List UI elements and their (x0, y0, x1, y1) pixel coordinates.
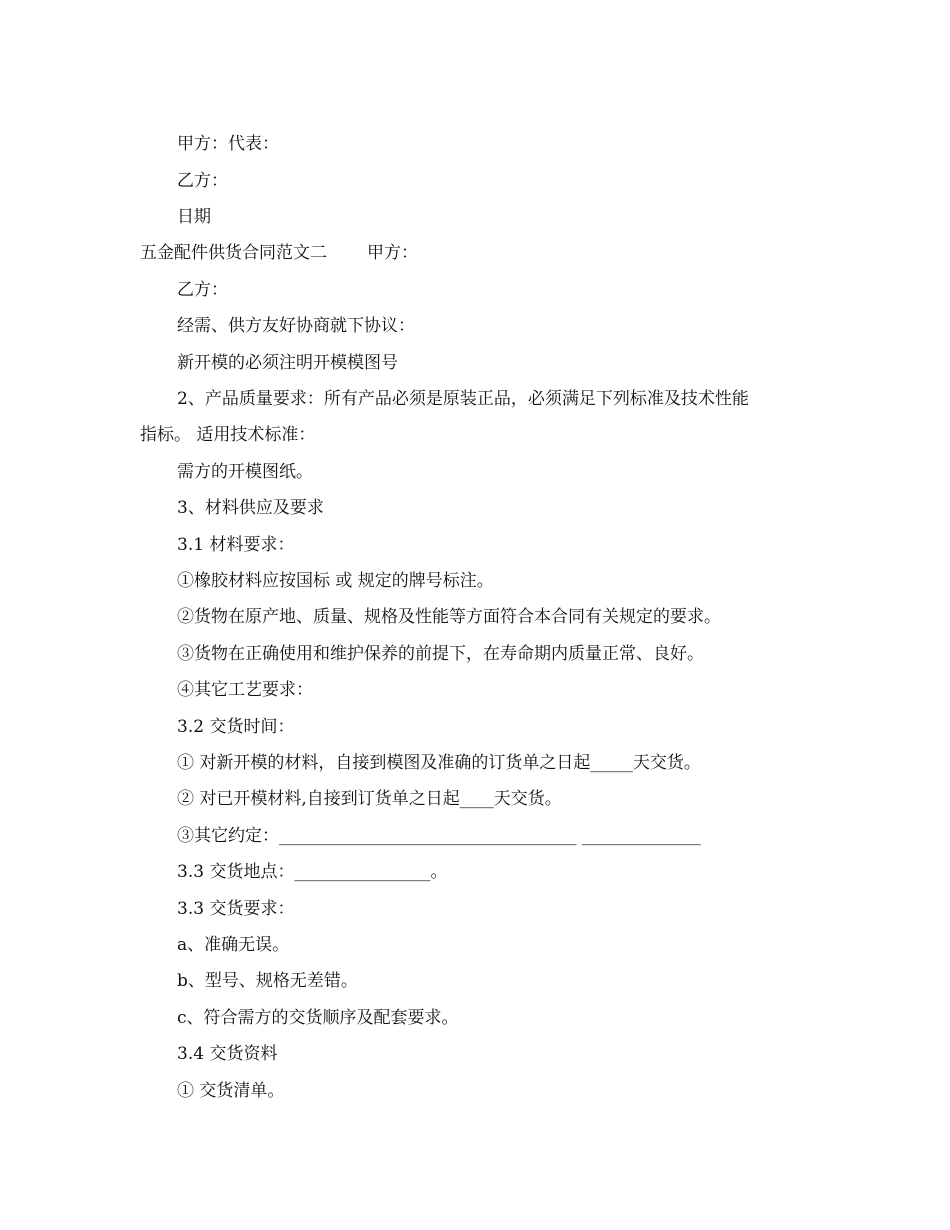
mold-number-note: 新开模的必须注明开模模图号 (177, 353, 398, 373)
material-item-1: ①橡胶材料应按国标 或 规定的牌号标注。 (177, 571, 494, 591)
material-item-4: ④其它工艺要求： (177, 680, 313, 700)
section-3-4-heading: 3.4 交货资料 (177, 1044, 278, 1064)
party-a-label: 甲方： (367, 243, 418, 263)
section-3-1-heading: 3.1 材料要求： (177, 535, 295, 555)
date-line: 日期 (177, 207, 211, 227)
delivery-time-item-1: ① 对新开模的材料，自接到模图及准确的订货单之日起_____天交货。 (177, 753, 701, 773)
agreement-intro: 经需、供方友好协商就下协议： (177, 316, 415, 336)
quality-requirements-cont: 指标。 适用技术标准： (140, 425, 316, 445)
delivery-requirements-heading: 3.3 交货要求： (177, 899, 295, 919)
delivery-location: 3.3 交货地点：________________。 (177, 862, 448, 882)
contract-title-line (140, 242, 418, 264)
party-a-representative-line: 甲方：代表： (177, 134, 279, 154)
delivery-time-item-3: ③其它约定：___________________________________ ______________ (177, 826, 701, 846)
delivery-requirement-a: a、准确无误。 (177, 935, 290, 955)
party-b-line-2: 乙方： (177, 280, 228, 300)
contract-title: 五金配件供货合同范文二 (140, 243, 327, 263)
section-3-2-heading: 3.2 交货时间： (177, 717, 295, 737)
material-item-2: ②货物在原产地、质量、规格及性能等方面符合本合同有关规定的要求。 (177, 607, 721, 627)
delivery-document-item-1: ① 交货清单。 (177, 1081, 285, 1101)
section-3-heading: 3、材料供应及要求 (177, 498, 324, 518)
quality-requirements: 2、产品质量要求：所有产品必须是原装正品，必须满足下列标准及技术性能 (177, 389, 749, 409)
mold-drawings: 需方的开模图纸。 (177, 462, 313, 482)
delivery-time-item-2: ② 对已开模材料,自接到订货单之日起____天交货。 (177, 789, 562, 809)
delivery-requirement-c: c、符合需方的交货顺序及配套要求。 (177, 1008, 459, 1028)
material-item-3: ③货物在正确使用和维护保养的前提下，在寿命期内质量正常、良好。 (177, 644, 704, 664)
delivery-requirement-b: b、型号、规格无差错。 (177, 971, 358, 991)
party-b-line: 乙方： (177, 171, 228, 191)
